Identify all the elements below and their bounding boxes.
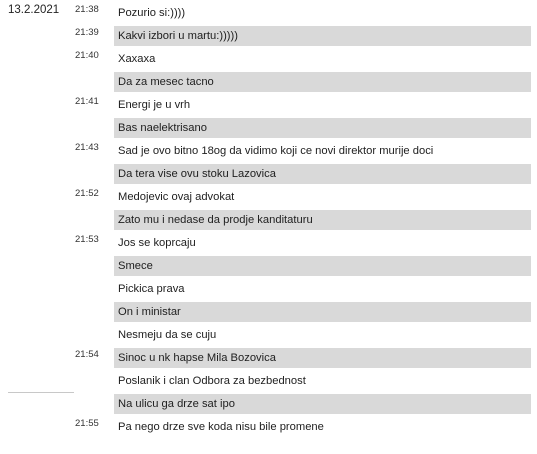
message-row <box>0 184 537 207</box>
message-row <box>0 391 537 414</box>
message-row <box>0 368 537 391</box>
message-text: Nesmeju da se cuju <box>118 329 217 341</box>
message-row <box>0 414 537 437</box>
date-label: 13.2.2021 <box>8 4 60 16</box>
message-time: 21:41 <box>75 96 99 107</box>
message-row <box>0 299 537 322</box>
message-text: Kakvi izbori u martu:))))) <box>114 26 531 46</box>
message-text: Energi je u vrh <box>118 99 191 111</box>
message-time: 21:38 <box>75 4 99 15</box>
message-row <box>0 46 537 69</box>
message-row <box>0 92 537 115</box>
message-time: 21:54 <box>75 349 99 360</box>
message-row <box>0 115 537 138</box>
message-row <box>0 69 537 92</box>
message-text: Sinoc u nk hapse Mila Bozovica <box>114 348 531 368</box>
message-text: Pickica prava <box>118 283 185 295</box>
message-row <box>0 0 537 23</box>
message-row <box>0 322 537 345</box>
message-text: Xaxaxa <box>118 53 156 65</box>
message-time: 21:52 <box>75 188 99 199</box>
message-row <box>0 161 537 184</box>
message-text: Sad je ovo bitno 18og da vidimo koji ce novi direktor murije doci <box>118 145 434 157</box>
message-text: Da tera vise ovu stoku Lazovica <box>114 164 531 184</box>
message-time: 21:55 <box>75 418 99 429</box>
divider-line <box>8 392 74 393</box>
message-text: Bas naelektrisano <box>114 118 531 138</box>
message-text: Medojevic ovaj advokat <box>118 191 235 203</box>
message-time: 21:40 <box>75 50 99 61</box>
message-text: Na ulicu ga drze sat ipo <box>114 394 531 414</box>
message-row <box>0 345 537 368</box>
message-row <box>0 138 537 161</box>
message-text: On i ministar <box>114 302 531 322</box>
message-text: Smece <box>114 256 531 276</box>
message-text: Pa nego drze sve koda nisu bile promene <box>118 421 324 433</box>
message-row <box>0 253 537 276</box>
message-text: Da za mesec tacno <box>114 72 531 92</box>
message-row <box>0 23 537 46</box>
message-text: Zato mu i nedase da prodje kanditaturu <box>114 210 531 230</box>
message-text: Jos se koprcaju <box>118 237 196 249</box>
message-time: 21:43 <box>75 142 99 153</box>
message-row <box>0 230 537 253</box>
message-time: 21:53 <box>75 234 99 245</box>
message-text: Pozurio si:)))) <box>118 7 186 19</box>
message-row <box>0 276 537 299</box>
message-text: Poslanik i clan Odbora za bezbednost <box>118 375 306 387</box>
message-row <box>0 207 537 230</box>
message-time: 21:39 <box>75 27 99 38</box>
